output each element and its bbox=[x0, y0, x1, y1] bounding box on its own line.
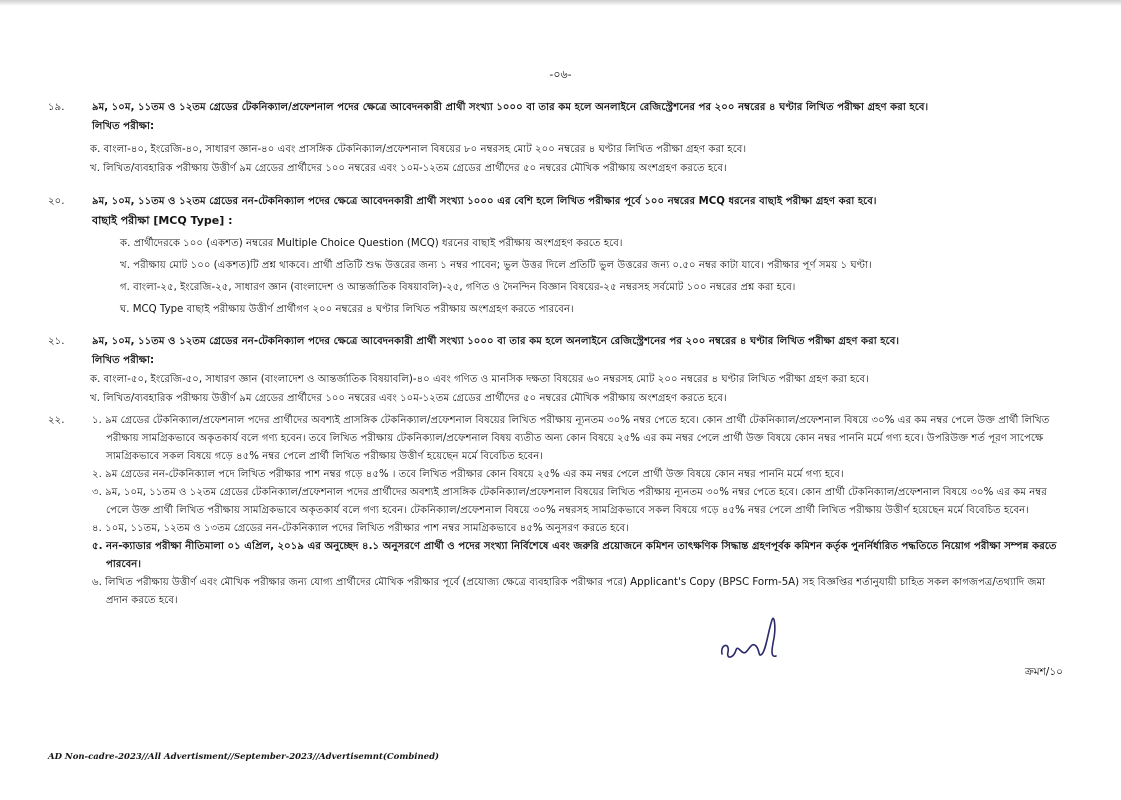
scan-edge bbox=[0, 0, 1121, 6]
list-item: ক. বাংলা-৫০, ইংরেজি-৫০, সাধারণ জ্ঞান (বাংলাদেশ ও আন্তর্জাতিক বিষয়াবলি)-৪০ এবং গণিত ও মানসিক দক্ষতা বিষয়ের ৬০ নম্বরসহ মোট ২০০ নম্বরের ৪ ঘণ্টার লিখিত পরীক্ষা গ্রহণ করা হবে। bbox=[90, 374, 869, 385]
list-item: ২. ৯ম গ্রেডের নন-টেকনিক্যাল পদে লিখিত পরীক্ষার পাশ নম্বর গড়ে ৪৫% । তবে লিখিত পরীক্ষার কোন বিষয়ে ২৫% এর কম নম্বর পেলে প্রার্থী উক্ত বিষয়ে কোন নম্বর পাননি মর্মে গণ্য হবে। bbox=[92, 469, 844, 480]
list-item: ৪. ১০ম, ১১তম, ১২তম ও ১৩তম গ্রেডের নন-টেকনিক্যাল পদের লিখিত পরীক্ষার পাশ নম্বর সামগ্রিকভাবে ৪৫% অনুসরণ করতে হবে। bbox=[92, 523, 629, 534]
section-number: ২২. bbox=[48, 415, 65, 426]
section-number: ২০. bbox=[48, 196, 65, 207]
list-item: খ. লিখিত/ব্যবহারিক পরীক্ষায় উত্তীর্ণ ৯ম গ্রেডের প্রার্থীদের ১০০ নম্বরের এবং ১০ম-১২তম গ্রেডের প্রার্থীদের ৫০ নম্বরের মৌখিক পরীক্ষায় অংশগ্রহণ করতে হবে। bbox=[90, 163, 727, 174]
section-heading: লিখিত পরীক্ষা: bbox=[92, 121, 155, 132]
section-20 bbox=[48, 192, 1060, 319]
list-item: ঘ. MCQ Type বাছাই পরীক্ষায় উত্তীর্ণ প্রার্থীগণ ২০০ নম্বরের ৪ ঘণ্টার লিখিত পরীক্ষায় অংশগ্রহণ করতে পারবেন। bbox=[120, 304, 574, 315]
section-19 bbox=[48, 98, 1060, 178]
section-number: ২১. bbox=[48, 336, 65, 347]
signature bbox=[716, 612, 786, 668]
list-item: ক. বাংলা-৪০, ইংরেজি-৪০, সাধারণ জ্ঞান-৪০ এবং প্রাসঙ্গিক টেকনিক্যাল/প্রফেশনাল বিষয়ের ৮০ নম্বরসহ মোট ২০০ নম্বরের ৪ ঘণ্টার লিখিত পরীক্ষা গ্রহণ করা হবে। bbox=[90, 144, 747, 155]
section-main-text: ৯ম, ১০ম, ১১তম ও ১২তম গ্রেডের টেকনিক্যাল/প্রফেশনাল পদের ক্ষেত্রে আবেদনকারী প্রার্থী সংখ্যা ১০০০ বা তার কম হলে অনলাইনে রেজিস্ট্রেশনের পর ২০০ নম্বরের ৪ ঘণ্টার লিখিত পরীক্ষা গ্রহণ করা হবে। bbox=[92, 102, 929, 113]
list-item: খ. পরীক্ষায় মোট ১০০ (একশত)টি প্রশ্ন থাকবে। প্রার্থী প্রতিটি শুদ্ধ উত্তরের জন্য ১ নম্বর পাবেন; ভুল উত্তর দিলে প্রতিটি ভুল উত্তরের জন্য ০.৫০ নম্বর কাটা যাবে। পরীক্ষার পূর্ণ সময় ১ ঘণ্টা। bbox=[120, 260, 872, 271]
section-heading: বাছাই পরীক্ষা [MCQ Type] : bbox=[92, 214, 233, 227]
section-22 bbox=[48, 412, 1060, 610]
section-heading: লিখিত পরীক্ষা: bbox=[92, 355, 155, 366]
section-number: ১৯. bbox=[48, 102, 65, 113]
section-main-text: ৯ম, ১০ম, ১১তম ও ১২তম গ্রেডের নন-টেকনিক্যাল পদের ক্ষেত্রে আবেদনকারী প্রার্থী সংখ্যা ১০০০ এর বেশি হলে লিখিত পরীক্ষার পূর্বে ১০০ নম্বরের MCQ ধরনের বাছাই পরীক্ষা গ্রহণ করা হবে। bbox=[92, 196, 877, 207]
section-21 bbox=[48, 332, 1060, 408]
list-item: ৫. নন-ক্যাডার পরীক্ষা নীতিমালা ০১ এপ্রিল, ২০১৯ এর অনুচ্ছেদ ৪.১ অনুসরণে প্রার্থী ও পদের সংখ্যা নির্বিশেষে এবং জরুরি প্রয়োজনে কমিশন তাৎক্ষণিক সিদ্ধান্ত গ্রহণপূর্বক কমিশন কর্তৃক পুনর্নির্ধারিত পদ্ধতিতে নিয়োগ পরীক্ষা সম্পন্ন করতে পারবেন। bbox=[92, 541, 1057, 570]
continued-label: ক্রমশ/১০ bbox=[1024, 666, 1063, 678]
list-item: ৬. লিখিত পরীক্ষায় উত্তীর্ণ এবং মৌখিক পরীক্ষার জন্য যোগ্য প্রার্থীদের মৌখিক পরীক্ষার পূর্বে (প্রযোজ্য ক্ষেত্রে ব্যবহারিক পরীক্ষার পরে) Applicant's Copy (BPSC Form-5A) সহ বিজ্ঞপ্তির শর্তানুযায়ী চাহিত সকল কাগজপত্র/তথ্যাদি জমা প্রদান করতে হবে। bbox=[92, 577, 1046, 606]
list-item: ক. প্রার্থীদেরকে ১০০ (একশত) নম্বরের Multiple Choice Question (MCQ) ধরনের বাছাই পরীক্ষায় অংশগ্রহণ করতে হবে। bbox=[120, 238, 623, 249]
section-main-text: ৯ম, ১০ম, ১১তম ও ১২তম গ্রেডের নন-টেকনিক্যাল পদের ক্ষেত্রে আবেদনকারী প্রার্থী সংখ্যা ১০০০ বা তার কম হলে অনলাইনে রেজিস্ট্রেশনের পর ২০০ নম্বরের ৪ ঘণ্টার লিখিত পরীক্ষা গ্রহণ করা হবে। bbox=[92, 336, 900, 347]
footer-text: AD Non-cadre-2023//All Advertisment//September-2023//Advertisemnt(Combined) bbox=[48, 752, 440, 762]
page-number: -০৬- bbox=[549, 68, 572, 81]
list-item: খ. লিখিত/ব্যবহারিক পরীক্ষায় উত্তীর্ণ ৯ম গ্রেডের প্রার্থীদের ১০০ নম্বরের এবং ১০ম-১২তম গ্রেডের প্রার্থীদের ৫০ নম্বরের মৌখিক পরীক্ষায় অংশগ্রহণ করতে হবে। bbox=[90, 393, 727, 404]
list-item: ১. ৯ম গ্রেডের টেকনিক্যাল/প্রফেশনাল পদের প্রার্থীদের অবশ্যই প্রাসঙ্গিক টেকনিক্যাল/প্রফেশনাল বিষয়ের লিখিত পরীক্ষায় ন্যূনতম ৩০% নম্বর পেতে হবে। কোন প্রার্থী টেকনিক্যাল/প্রফেশনাল বিষয়ে ৩০% এর কম নম্বর পেলে উক্ত প্রার্থী লিখিত পরীক্ষায় সামগ্রিকভাবে অকৃতকার্য বলে গণ্য হবেন। তবে লিখিত পরীক্ষায় টেকনিক্যাল/প্রফেশনাল বিষয় ব্যতীত অন্য কোন বিষয়ে ২৫% এর কম নম্বর পেলে প্রার্থী উক্ত বিষয়ে কোন নম্বর পাননি মর্মে গণ্য হবে। উপরিউক্ত শর্ত পূরণ সাপেক্ষে সামগ্রিকভাবে সকল বিষয়ে গড়ে ৪৫% নম্বর পেলে প্রার্থী লিখিত পরীক্ষায় উত্তীর্ণ হয়েছেন মর্মে বিবেচিত হবেন। bbox=[92, 415, 1050, 462]
list-item: গ. বাংলা-২৫, ইংরেজি-২৫, সাধারণ জ্ঞান (বাংলাদেশ ও আন্তর্জাতিক বিষয়াবলি)-২৫, গণিত ও দৈনন্দিন বিজ্ঞান বিষয়ের-২৫ নম্বরসহ সর্বমোট ১০০ নম্বরের প্রশ্ন করা হবে। bbox=[120, 282, 796, 293]
list-item: ৩. ৯ম, ১০ম, ১১তম ও ১২তম গ্রেডের টেকনিক্যাল/প্রফেশনাল পদের প্রার্থীদের অবশ্যই প্রাসঙ্গিক টেকনিক্যাল/প্রফেশনাল বিষয়ের লিখিত পরীক্ষায় ন্যূনতম ৩০% নম্বর পেতে হবে। কোন প্রার্থী টেকনিক্যাল/প্রফেশনাল বিষয়ে ৩০% এর কম নম্বর পেলে উক্ত প্রার্থী লিখিত পরীক্ষায় সামগ্রিকভাবে অকৃতকার্য বলে গণ্য হবেন। টেকনিক্যাল/প্রফেশনাল বিষয়ে ৩০% নম্বরসহ সামগ্রিকভাবে সকল বিষয়ে গড়ে ৪৫% নম্বর পেলে প্রার্থী লিখিত পরীক্ষায় উত্তীর্ণ হয়েছেন মর্মে বিবেচিত হবেন। bbox=[92, 487, 1047, 516]
